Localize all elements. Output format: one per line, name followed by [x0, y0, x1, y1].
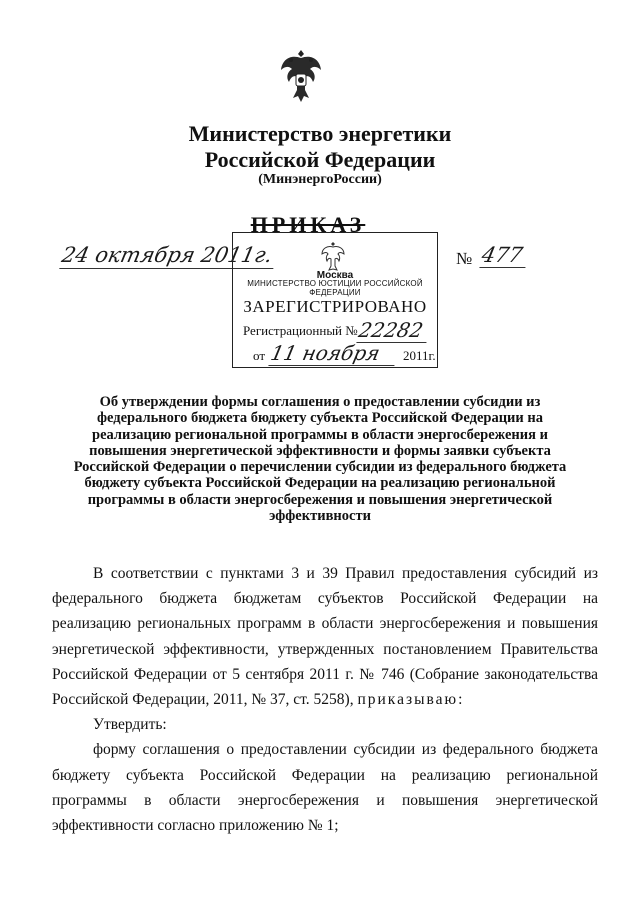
order-date-handwritten: 24 октября 2011г.: [59, 243, 279, 269]
stamp-from-label: от: [253, 348, 266, 363]
stamp-ministry-text: МИНИСТЕРСТВО ЮСТИЦИИ РОССИЙСКОЙ ФЕДЕРАЦИИ: [247, 279, 423, 297]
document-title: Об утверждении формы соглашения о предоставлении субсидии из федерального бюджета бюджету субъекта Российской Федерации на реализацию региональной программы в области энергосбережения и повышения энергетической эффективности и формы заявки субъекта Российской Федерации о перечислении субсидии из федерального бюджета бюджету субъекта Российской Федерации на реализацию региональной программы в области энергосбережения и повышения энергетической эффективности: [73, 394, 567, 525]
ministry-name-line2: Российской Федерации: [204, 147, 436, 172]
stamp-year: 2011г.: [403, 348, 436, 363]
order-number-handwritten: 477: [479, 243, 530, 268]
document-body: [52, 561, 598, 838]
document-type-heading: ПРИКАЗ: [250, 212, 366, 237]
double-headed-eagle-emblem-icon: [276, 46, 326, 106]
stamp-emblem-icon: [319, 241, 347, 273]
approve-line: Утвердить:: [93, 716, 167, 734]
stamp-status: ЗАРЕГИСТРИРОВАНО: [243, 297, 427, 316]
ministry-short-name: (МинэнергоРоссии): [258, 172, 382, 187]
registration-stamp: [232, 232, 438, 368]
order-verb: приказываю:: [357, 691, 465, 709]
stamp-city: Москва: [316, 270, 354, 281]
body-item-1: форму соглашения о предоставлении субсидии из федерального бюджета бюджету субъекта Российской Федерации на реализацию региональной программы в области энергосбережения и повышения энергетической эффективности согласно приложению № 1;: [52, 741, 598, 835]
body-paragraph-1-text: В соответствии с пунктами 3 и 39 Правил предоставления субсидий из федерального бюджета бюджетам субъектов Российской Федерации на реализацию региональных программ в области энергосбережения и повышения энергетической эффективности, утвержденных постановлением Правительства Российской Федерации от 5 сентября 2011 г. № 746 (Собрание законодательства Российской Федерации, 2011, № 37, ст. 5258),: [52, 565, 598, 709]
order-number-label: №: [456, 249, 473, 268]
body-paragraph-1: [52, 561, 598, 712]
stamp-reg-label: Регистрационный №: [243, 323, 358, 338]
stamp-reg-number-handwritten: 22282: [356, 318, 431, 343]
stamp-from-date-handwritten: 11 ноября: [268, 341, 399, 366]
ministry-name-line1: Министерство энергетики: [188, 121, 452, 146]
